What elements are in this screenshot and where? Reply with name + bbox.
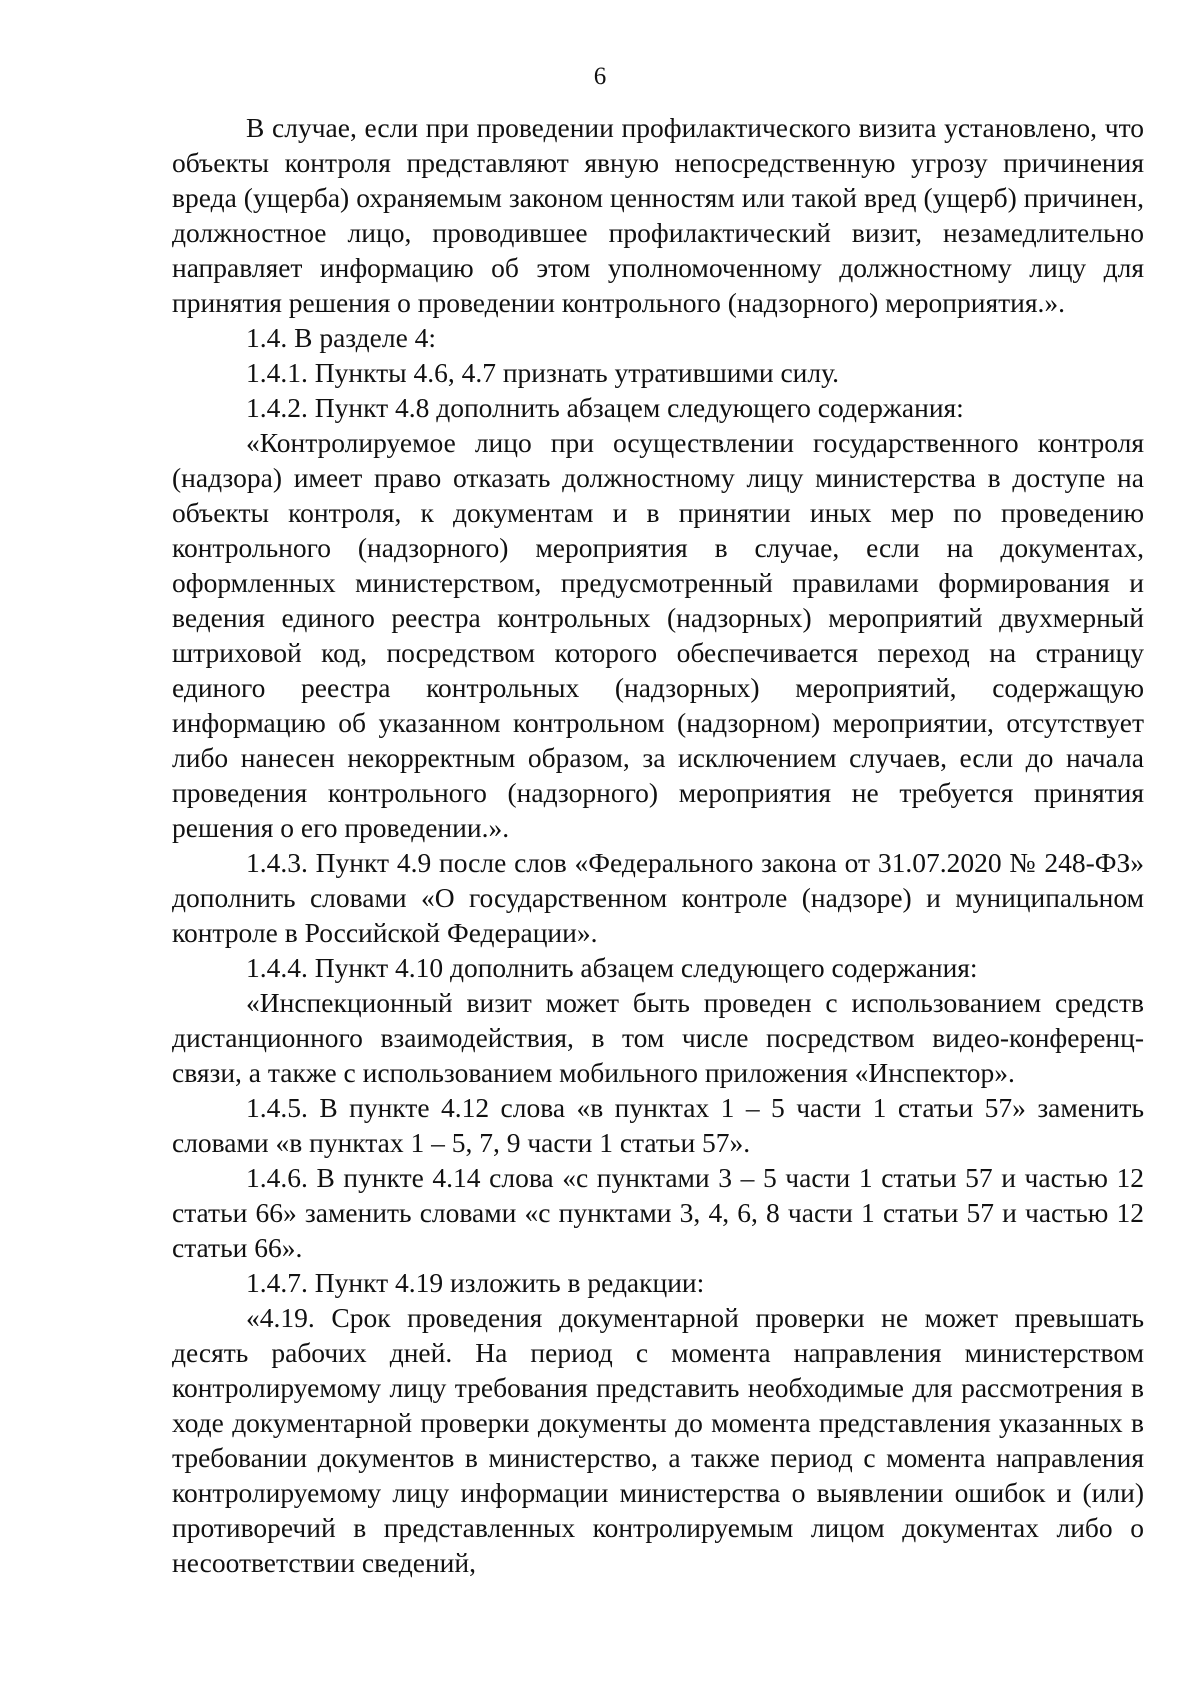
paragraph-1-4-3: 1.4.3. Пункт 4.9 после слов «Федерального закона от 31.07.2020 № 248-ФЗ» дополнить словами «О государственном контроле (надзоре) и муниципальном контроле в Российской Федерации». — [172, 847, 1144, 948]
document-body — [172, 110, 1144, 1580]
paragraph-1-4-4: 1.4.4. Пункт 4.10 дополнить абзацем следующего содержания: — [246, 952, 978, 983]
paragraph-1-4: 1.4. В разделе 4: — [246, 322, 437, 353]
paragraph-controlled-person-rights: «Контролируемое лицо при осуществлении государственного контроля (надзора) имеет право отказать должностному лицу министерства в доступе на объекты контроля, к документам и в принятии иных мер по проведению контрольного (надзорного) мероприятия в случае, если на документах, оформленных министерством, предусмотренный правилами формирования и ведения единого реестра контрольных (надзорных) мероприятий двухмерный штриховой код, посредством которого обеспечивается переход на страницу единого реестра контрольных (надзорных) мероприятий, содержащую информацию об указанном контрольном (надзорном) мероприятии, отсутствует либо нанесен некорректным образом, за исключением случаев, если до начала проведения контрольного (надзорного) мероприятия не требуется принятия решения о его проведении.». — [172, 427, 1144, 843]
paragraph-1-4-2: 1.4.2. Пункт 4.8 дополнить абзацем следующего содержания: — [246, 392, 964, 423]
paragraph-1-4-5: 1.4.5. В пункте 4.12 слова «в пунктах 1 – 5 части 1 статьи 57» заменить словами «в пунктах 1 – 5, 7, 9 части 1 статьи 57». — [172, 1092, 1144, 1158]
paragraph-1-4-6: 1.4.6. В пункте 4.14 слова «с пунктами 3 – 5 части 1 статьи 57 и частью 12 статьи 66» заменить словами «с пунктами 3, 4, 6, 8 части 1 статьи 57 и частью 12 статьи 66». — [172, 1162, 1144, 1263]
paragraph-inspection-visit: «Инспекционный визит может быть проведен с использованием средств дистанционного взаимодействия, в том числе посредством видео-конференц-связи, а также с использованием мобильного приложения «Инспектор». — [172, 987, 1144, 1088]
paragraph-1-4-1: 1.4.1. Пункты 4.6, 4.7 признать утратившими силу. — [246, 357, 839, 388]
paragraph-preventive-visit: В случае, если при проведении профилактического визита установлено, что объекты контроля представляют явную непосредственную угрозу причинения вреда (ущерба) охраняемым законом ценностям или такой вред (ущерб) причинен, должностное лицо, проводившее профилактический визит, незамедлительно направляет информацию об этом уполномоченному должностному лицу для принятия решения о проведении контрольного (надзорного) мероприятия.». — [172, 112, 1144, 318]
paragraph-1-4-7: 1.4.7. Пункт 4.19 изложить в редакции: — [246, 1267, 705, 1298]
paragraph-4-19: «4.19. Срок проведения документарной проверки не может превышать десять рабочих дней. На период с момента направления министерством контролируемому лицу требования представить необходимые для рассмотрения в ходе документарной проверки документы до момента представления указанных в требовании документов в министерство, а также период с момента направления контролируемому лицу информации министерства о выявлении ошибок и (или) противоречий в представленных контролируемым лицом документах либо о несоответствии сведений, — [172, 1302, 1144, 1578]
page-number: 6 — [593, 63, 607, 90]
